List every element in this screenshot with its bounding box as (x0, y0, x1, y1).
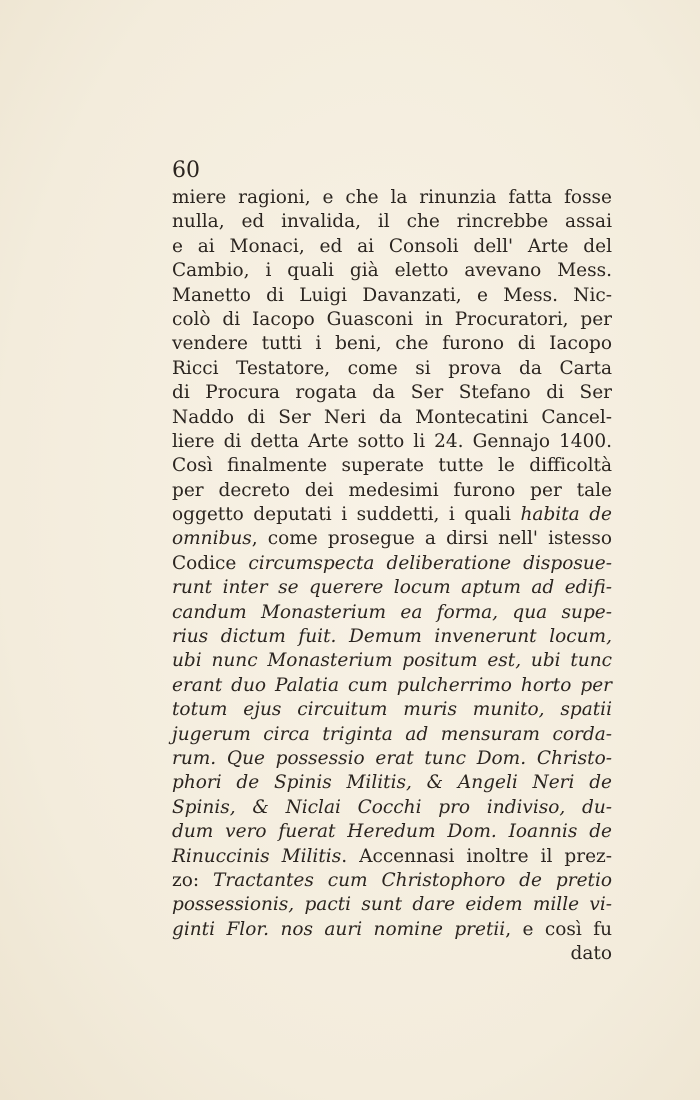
roman-text-span: zo: (172, 869, 214, 891)
text-line (172, 893, 612, 917)
italic-text-span: jugerum circa triginta ad mensuram corda- (172, 723, 612, 745)
text-line (172, 649, 612, 673)
text-line (172, 601, 612, 625)
text-line (172, 235, 612, 259)
text-line (172, 210, 612, 234)
roman-text-span: , e così fu (505, 918, 612, 940)
text-line (172, 308, 612, 332)
text-line (172, 723, 612, 747)
italic-text-span: runt inter se querere locum aptum ad edifi- (172, 577, 612, 599)
roman-text-span: di Procura rogata da Ser Stefano di Ser (172, 382, 612, 404)
italic-text-span: Tractantes cum Christophoro de pretio (213, 869, 613, 891)
italic-text-span: erant duo Palatia cum pulcherrimo horto per (172, 674, 612, 696)
roman-text-span: Così finalmente superate tutte le difficoltà (172, 455, 612, 477)
italic-text-span: ginti Flor. nos auri nomine pretii (172, 918, 506, 940)
italic-text-span: totum ejus circuitum muris munito, spatii (172, 699, 612, 721)
text-line (172, 625, 612, 649)
italic-text-span: Rinuccinis Militis (172, 845, 342, 867)
body-text (172, 186, 612, 967)
italic-text-span: ubi nunc Monasterium positum est, ubi tunc (172, 650, 612, 672)
roman-text-span: liere di detta Arte sotto li 24. Gennajo 1400. (172, 430, 612, 452)
roman-text-span: vendere tutti i beni, che furono di Iacopo (172, 333, 612, 355)
roman-text-span: miere ragioni, e che la rinunzia fatta fosse (172, 187, 612, 208)
text-line (172, 479, 612, 503)
italic-text-span: rum. Que possessio erat tunc Dom. Christo- (172, 747, 612, 769)
text-line (172, 918, 612, 942)
text-line (172, 674, 612, 698)
text-line (172, 259, 612, 283)
roman-text-span: . Accennasi inoltre il prez- (341, 845, 613, 867)
page-number: 60 (172, 158, 200, 183)
text-line (172, 576, 612, 600)
roman-text-span: Manetto di Luigi Davanzati, e Mess. Nic- (172, 284, 612, 306)
roman-text-span: Cambio, i quali già eletto avevano Mess. (172, 260, 612, 282)
text-line (172, 698, 612, 722)
italic-text-span: dum vero fuerat Heredum Dom. Ioannis de (172, 821, 612, 843)
catchword: dato (570, 943, 612, 965)
roman-text-span: per decreto dei medesimi furono per tale (172, 479, 612, 501)
italic-text-span: rius dictum fuit. Demum invenerunt locum, (172, 626, 612, 648)
text-line (172, 747, 612, 771)
roman-text-span: Naddo di Ser Neri da Montecatini Cancel- (172, 406, 612, 428)
text-line (172, 796, 612, 820)
italic-text-span: possessionis, pacti sunt dare eidem mille vi- (172, 894, 612, 916)
text-line (172, 771, 612, 795)
roman-text-span: Ricci Testatore, come si prova da Carta (172, 357, 612, 379)
roman-text-span: , come prosegue a dirsi nell' istesso (251, 528, 612, 550)
italic-text-span: circumspecta deliberatione disposue- (248, 552, 613, 574)
text-line (172, 845, 612, 869)
roman-text-span: Codice (172, 552, 249, 574)
text-line (172, 869, 612, 893)
roman-text-span: e ai Monaci, ed ai Consoli dell' Arte del (172, 235, 612, 257)
italic-text-span: Spinis, & Niclai Cocchi pro indiviso, du- (172, 796, 612, 818)
text-line (172, 284, 612, 308)
text-line (172, 527, 612, 551)
text-line (172, 186, 612, 210)
roman-text-span: nulla, ed invalida, il che rincrebbe assai (172, 211, 612, 233)
italic-text-span: candum Monasterium ea forma, qua supe- (172, 601, 612, 623)
roman-text-span: colò di Iacopo Guasconi in Procuratori, per (172, 308, 612, 330)
text-line (172, 552, 612, 576)
roman-text-span: oggetto deputati i suddetti, i quali (172, 504, 521, 526)
text-line (172, 357, 612, 381)
italic-text-span: phori de Spinis Militis, & Angeli Neri de (172, 772, 612, 794)
text-line (172, 454, 612, 478)
italic-text-span: omnibus (172, 528, 252, 550)
text-line (172, 820, 612, 844)
text-line (172, 406, 612, 430)
text-line (172, 503, 612, 527)
text-line (172, 381, 612, 405)
text-line (172, 332, 612, 356)
text-line (172, 430, 612, 454)
italic-text-span: habita de (520, 504, 612, 526)
